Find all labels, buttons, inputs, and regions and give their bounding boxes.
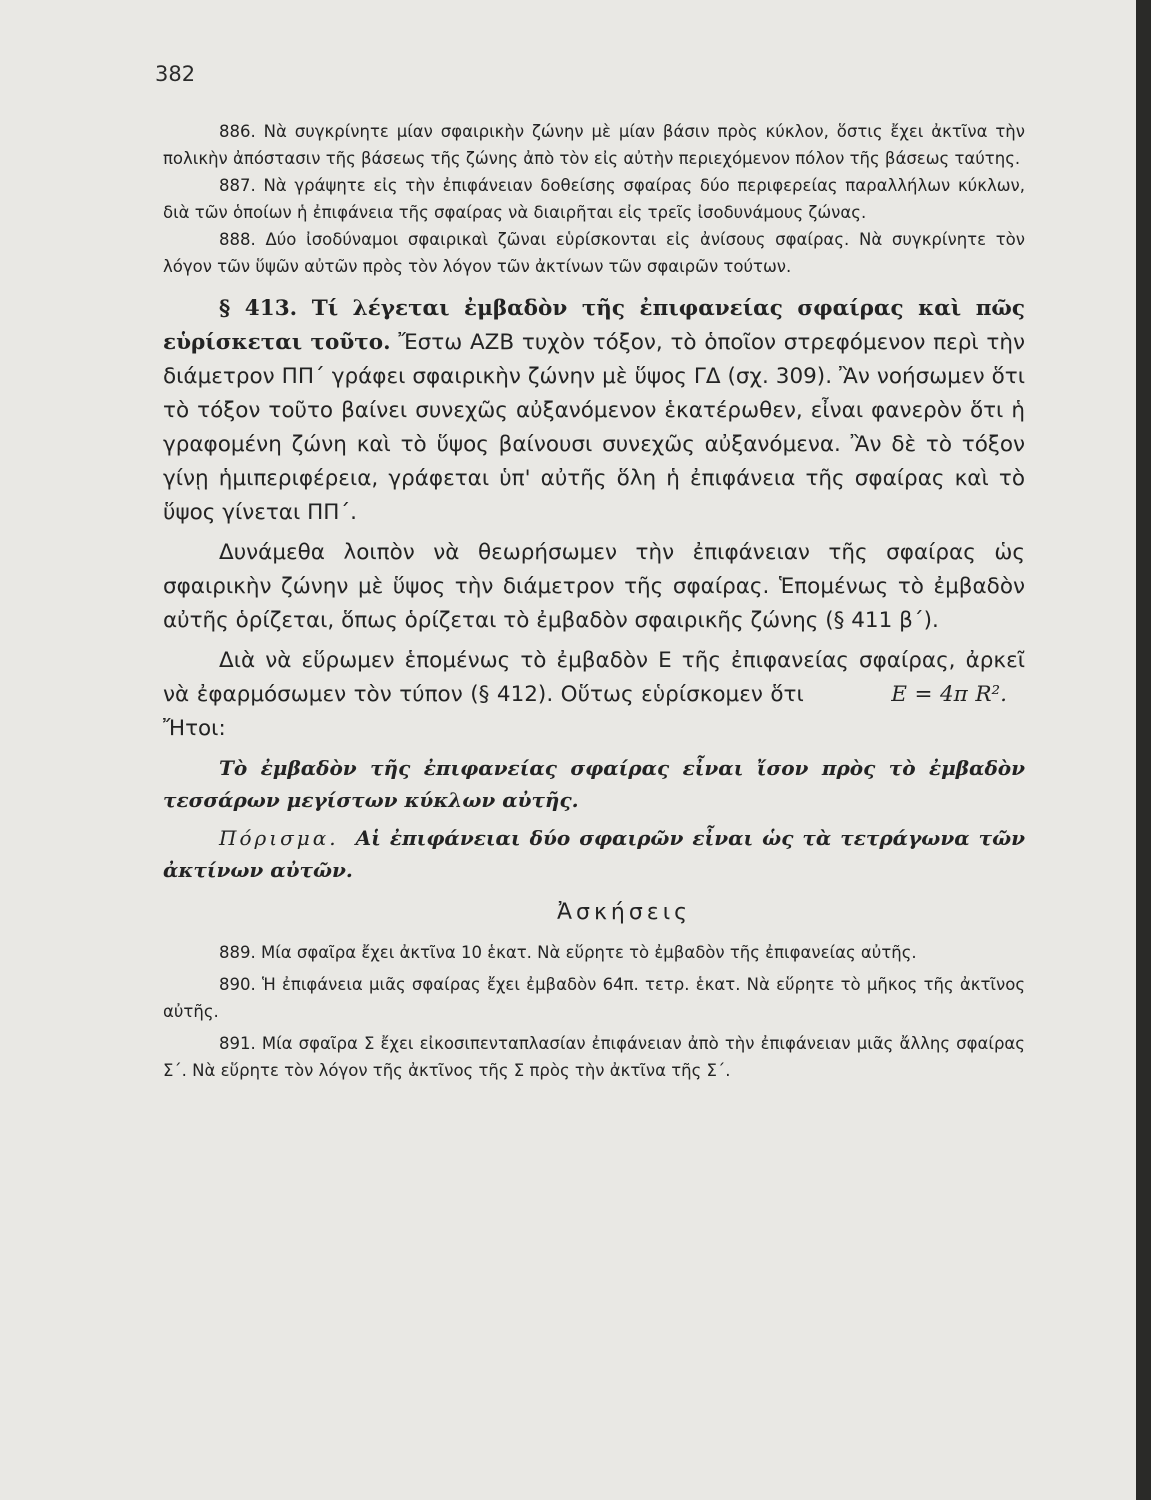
sphere-area-formula: E = 4π R². xyxy=(891,682,1007,707)
section-413 xyxy=(163,292,1025,886)
page-number: 382 xyxy=(155,62,196,86)
section-paragraph-1-text: Ἔστω ΑΖΒ τυχὸν τόξον, τὸ ὁποῖον στρεφόμενον περὶ τὴν διάμετρον ΠΠ΄ γράφει σφαιρικὴν ζώνην μὲ ὕψος ΓΔ (σχ. 309). Ἂν νοήσωμεν ὅτι τὸ τόξον τοῦτο βαίνει συνεχῶς αὐξανόμενον ἑκατέρωθεν, εἶναι φανερὸν ὅτι ἡ γραφομένη ζώνη καὶ τὸ ὕψος βαίνουσι συνεχῶς αὐξανόμενα. Ἂν δὲ τὸ τόξον γίνῃ ἡμιπεριφέρεια, γράφεται ὑπ' αὐτῆς ὅλη ἡ ἐπιφάνεια τῆς σφαίρας καὶ τὸ ὕψος γίνεται ΠΠ΄. xyxy=(163,330,1025,525)
exercise-889: 889. Μία σφαῖρα ἔχει ἀκτῖνα 10 ἑκατ. Νὰ εὕρητε τὸ ἐμβαδὸν τῆς ἐπιφανείας αὐτῆς. xyxy=(219,943,917,962)
exercises-top xyxy=(163,118,1025,280)
section-paragraph-3-end: Ἤτοι: xyxy=(163,716,226,741)
corollary-label: Πόρισμα. xyxy=(219,826,339,850)
exercise-886: 886. Νὰ συγκρίνητε μίαν σφαιρικὴν ζώνην μὲ μίαν βάσιν πρὸς κύκλον, ὅστις ἔχει ἀκτῖνα τὴν πολικὴν ἀπόστασιν τῆς βάσεως τῆς ζώνης ἀπὸ τὸν εἰς αὐτὴν περιεχόμενον πόλον τῆς βάσεως ταύτης. xyxy=(163,122,1025,168)
exercise-890: 890. Ἡ ἐπιφάνεια μιᾶς σφαίρας ἔχει ἐμβαδὸν 64π. τετρ. ἑκατ. Νὰ εὕρητε τὸ μῆκος τῆς ἀκτῖνος αὐτῆς. xyxy=(163,975,1025,1021)
exercises-bottom xyxy=(163,939,1025,1084)
section-paragraph-2: Δυνάμεθα λοιπὸν νὰ θεωρήσωμεν τὴν ἐπιφάνειαν τῆς σφαίρας ὡς σφαιρικὴν ζώνην μὲ ὕψος τὴν διάμετρον τῆς σφαίρας. Ἑπομένως τὸ ἐμβαδὸν αὐτῆς ὁρίζεται, ὅπως ὁρίζεται τὸ ἐμβαδὸν σφαιρικῆς ζώνης (§ 411 β΄). xyxy=(163,540,1025,633)
corollary-text: Αἱ ἐπιφάνειαι δύο σφαιρῶν εἶναι ὡς τὰ τετράγωνα τῶν ἀκτίνων αὐτῶν. xyxy=(163,826,1025,882)
page-body xyxy=(163,118,1025,1089)
section-heading: § 413. Τί λέγεται ἐμβαδὸν τῆς ἐπιφανείας σφαίρας καὶ πῶς εὑρίσκεται τοῦτο. xyxy=(163,296,1025,355)
section-paragraph-3 xyxy=(163,644,1025,746)
section-paragraph-1 xyxy=(163,292,1025,530)
exercise-891: 891. Μία σφαῖρα Σ ἔχει εἰκοσιπενταπλασίαν ἐπιφάνειαν ἀπὸ τὴν ἐπιφάνειαν μιᾶς ἄλλης σφαίρας Σ΄. Νὰ εὕρητε τὸν λόγον τῆς ἀκτῖνος τῆς Σ πρὸς τὴν ἀκτῖνα τῆς Σ΄. xyxy=(163,1034,1025,1080)
exercise-887: 887. Νὰ γράψητε εἰς τὴν ἐπιφάνειαν δοθείσης σφαίρας δύο περιφερείας παραλλήλων κύκλων, διὰ τῶν ὁποίων ἡ ἐπιφάνεια τῆς σφαίρας νὰ διαιρῆται εἰς τρεῖς ἰσοδυνάμους ζώνας. xyxy=(163,176,1025,222)
exercise-888: 888. Δύο ἰσοδύναμοι σφαιρικαὶ ζῶναι εὑρίσκονται εἰς ἀνίσους σφαίρας. Νὰ συγκρίνητε τὸν λόγον τῶν ὕψῶν αὐτῶν πρὸς τὸν λόγον τῶν ἀκτίνων τῶν σφαιρῶν τούτων. xyxy=(163,230,1025,276)
theorem: Τὸ ἐμβαδὸν τῆς ἐπιφανείας σφαίρας εἶναι ἴσον πρὸς τὸ ἐμβαδὸν τεσσάρων μεγίστων κύκλων αὐτῆς. xyxy=(163,756,1025,812)
corollary xyxy=(163,822,1025,886)
exercises-heading: Ἀσκήσεις xyxy=(556,900,692,925)
section-paragraph-3-text: Διὰ νὰ εὕρωμεν ἑπομένως τὸ ἐμβαδὸν Ε τῆς ἐπιφανείας σφαίρας, ἀρκεῖ νὰ ἐφαρμόσωμεν τὸν τύπον (§ 412). Οὕτως εὑρίσκομεν ὅτι xyxy=(163,648,1025,707)
